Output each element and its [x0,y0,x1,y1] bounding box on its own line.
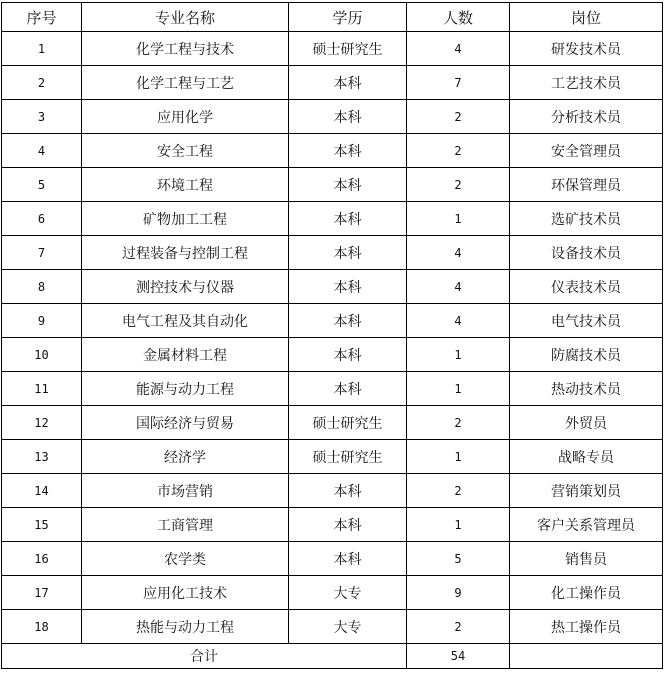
cell-index: 1 [2,32,82,66]
cell-position: 设备技术员 [510,236,663,270]
cell-count: 2 [407,134,510,168]
cell-count: 4 [407,270,510,304]
table-row [2,610,663,644]
cell-index: 8 [2,270,82,304]
table-row [2,134,663,168]
cell-count: 1 [407,508,510,542]
table-row [2,576,663,610]
cell-position: 化工操作员 [510,576,663,610]
cell-major: 应用化工技术 [82,576,289,610]
header-count: 人数 [407,3,510,32]
cell-degree: 本科 [289,474,407,508]
cell-major: 应用化学 [82,100,289,134]
table-row [2,372,663,406]
cell-count: 1 [407,202,510,236]
table-row [2,542,663,576]
cell-index: 15 [2,508,82,542]
cell-degree: 本科 [289,66,407,100]
table-row [2,474,663,508]
recruitment-table [1,2,663,669]
cell-index: 4 [2,134,82,168]
cell-degree: 本科 [289,508,407,542]
cell-major: 测控技术与仪器 [82,270,289,304]
cell-index: 14 [2,474,82,508]
cell-index: 10 [2,338,82,372]
table-row [2,202,663,236]
cell-count: 1 [407,338,510,372]
cell-degree: 硕士研究生 [289,32,407,66]
cell-degree: 本科 [289,270,407,304]
cell-degree: 硕士研究生 [289,406,407,440]
table-footer [2,644,663,669]
table-row [2,406,663,440]
cell-position: 防腐技术员 [510,338,663,372]
header-position: 岗位 [510,3,663,32]
table-row [2,508,663,542]
cell-major: 国际经济与贸易 [82,406,289,440]
header-degree: 学历 [289,3,407,32]
cell-major: 金属材料工程 [82,338,289,372]
table-row [2,440,663,474]
cell-degree: 本科 [289,542,407,576]
cell-count: 7 [407,66,510,100]
cell-count: 1 [407,440,510,474]
cell-count: 4 [407,32,510,66]
cell-degree: 大专 [289,610,407,644]
cell-count: 2 [407,406,510,440]
cell-position: 研发技术员 [510,32,663,66]
cell-major: 过程装备与控制工程 [82,236,289,270]
total-count: 54 [407,644,510,669]
header-row [2,3,663,32]
cell-index: 12 [2,406,82,440]
cell-degree: 本科 [289,372,407,406]
cell-position: 选矿技术员 [510,202,663,236]
cell-index: 3 [2,100,82,134]
total-label: 合计 [2,644,407,669]
cell-major: 电气工程及其自动化 [82,304,289,338]
cell-degree: 本科 [289,202,407,236]
cell-degree: 本科 [289,304,407,338]
cell-degree: 本科 [289,236,407,270]
cell-major: 安全工程 [82,134,289,168]
cell-major: 矿物加工工程 [82,202,289,236]
cell-major: 热能与动力工程 [82,610,289,644]
cell-position: 分析技术员 [510,100,663,134]
cell-major: 经济学 [82,440,289,474]
cell-position: 客户关系管理员 [510,508,663,542]
table-row [2,338,663,372]
cell-degree: 本科 [289,100,407,134]
cell-position: 安全管理员 [510,134,663,168]
cell-index: 5 [2,168,82,202]
cell-major: 市场营销 [82,474,289,508]
cell-degree: 本科 [289,134,407,168]
cell-major: 化学工程与工艺 [82,66,289,100]
table-row [2,236,663,270]
cell-count: 5 [407,542,510,576]
cell-position: 销售员 [510,542,663,576]
table-row [2,100,663,134]
cell-degree: 本科 [289,168,407,202]
cell-index: 11 [2,372,82,406]
table-body [2,32,663,644]
cell-index: 6 [2,202,82,236]
total-position [510,644,663,669]
cell-degree: 硕士研究生 [289,440,407,474]
cell-count: 2 [407,168,510,202]
table-row [2,66,663,100]
cell-major: 环境工程 [82,168,289,202]
cell-major: 化学工程与技术 [82,32,289,66]
table-row [2,32,663,66]
cell-index: 18 [2,610,82,644]
cell-degree: 本科 [289,338,407,372]
cell-count: 4 [407,236,510,270]
cell-major: 工商管理 [82,508,289,542]
cell-position: 外贸员 [510,406,663,440]
cell-position: 热动技术员 [510,372,663,406]
cell-position: 电气技术员 [510,304,663,338]
cell-position: 工艺技术员 [510,66,663,100]
table-row [2,168,663,202]
cell-index: 16 [2,542,82,576]
total-row [2,644,663,669]
table-header [2,3,663,32]
header-index: 序号 [2,3,82,32]
cell-index: 7 [2,236,82,270]
cell-position: 热工操作员 [510,610,663,644]
cell-count: 9 [407,576,510,610]
cell-index: 9 [2,304,82,338]
cell-index: 17 [2,576,82,610]
cell-count: 2 [407,610,510,644]
cell-count: 1 [407,372,510,406]
cell-index: 13 [2,440,82,474]
cell-index: 2 [2,66,82,100]
header-major: 专业名称 [82,3,289,32]
table-row [2,304,663,338]
cell-major: 农学类 [82,542,289,576]
cell-position: 仪表技术员 [510,270,663,304]
cell-count: 2 [407,100,510,134]
cell-position: 环保管理员 [510,168,663,202]
cell-degree: 大专 [289,576,407,610]
cell-position: 战略专员 [510,440,663,474]
table-row [2,270,663,304]
cell-major: 能源与动力工程 [82,372,289,406]
cell-count: 4 [407,304,510,338]
cell-position: 营销策划员 [510,474,663,508]
cell-count: 2 [407,474,510,508]
